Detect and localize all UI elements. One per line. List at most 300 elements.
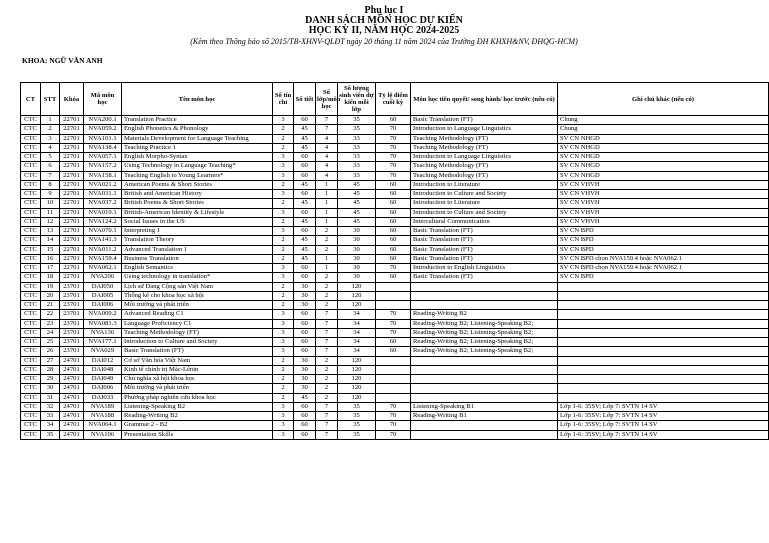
table-row — [21, 217, 769, 226]
cell-khoa: 23701 — [60, 282, 84, 291]
cell-ct: CTC — [21, 291, 41, 300]
cell-hours: 45 — [294, 199, 316, 208]
cell-students-per-class: 30 — [338, 236, 376, 245]
cell-khoa: 22701 — [60, 227, 84, 236]
cell-students-per-class: 30 — [338, 264, 376, 273]
cell-hours: 60 — [294, 273, 316, 282]
cell-stt: 14 — [41, 236, 60, 245]
table-row — [21, 319, 769, 328]
cell-stt: 35 — [41, 430, 60, 439]
cell-course-name: Kinh tế chính trị Mác-Lênin — [122, 365, 273, 374]
table-row — [21, 236, 769, 245]
cell-course-code: NVA177.1 — [84, 338, 122, 347]
cell-classes: 7 — [316, 421, 338, 430]
cell-note: SV CN NHGD — [558, 162, 769, 171]
cell-hours: 60 — [294, 412, 316, 421]
cell-stt: 20 — [41, 291, 60, 300]
cell-course-name: Grammar 2 - B2 — [122, 421, 273, 430]
cell-credits: 3 — [273, 171, 294, 180]
cell-ct: CTC — [21, 393, 41, 402]
cell-khoa: 22701 — [60, 254, 84, 263]
cell-prerequisite — [411, 301, 558, 310]
cell-classes: 2 — [316, 291, 338, 300]
cell-hours: 60 — [294, 310, 316, 319]
cell-prerequisite: Introduction to Culture and Society — [411, 190, 558, 199]
cell-hours: 60 — [294, 402, 316, 411]
cell-khoa: 24701 — [60, 375, 84, 384]
cell-classes: 1 — [316, 254, 338, 263]
cell-stt: 5 — [41, 153, 60, 162]
cell-ct: CTC — [21, 282, 41, 291]
cell-credits: 3 — [273, 319, 294, 328]
cell-note — [558, 347, 769, 356]
cell-ct: CTC — [21, 245, 41, 254]
cell-hours: 60 — [294, 319, 316, 328]
cell-ct: CTC — [21, 338, 41, 347]
cell-students-per-class: 35 — [338, 430, 376, 439]
cell-hours: 45 — [294, 134, 316, 143]
cell-course-code: DAI049 — [84, 375, 122, 384]
cell-note: SV CN BPD chọn NVA159.4 hoặc NVA062.1 — [558, 254, 769, 263]
cell-hours: 60 — [294, 116, 316, 125]
cell-credits: 2 — [273, 375, 294, 384]
table-row — [21, 310, 769, 319]
cell-credits: 3 — [273, 273, 294, 282]
cell-note — [558, 301, 769, 310]
cell-prerequisite — [411, 365, 558, 374]
cell-ct: CTC — [21, 402, 41, 411]
cell-khoa: 22701 — [60, 190, 84, 199]
department-label: KHOA: NGỮ VĂN ANH — [22, 56, 103, 65]
cell-khoa: 24701 — [60, 412, 84, 421]
cell-stt: 34 — [41, 421, 60, 430]
cell-course-code: NVA141.3 — [84, 236, 122, 245]
cell-note: Lớp 1-6: 35SV; Lớp 7: SVTN 14 SV — [558, 421, 769, 430]
cell-course-name: Listening-Speaking B2 — [122, 402, 273, 411]
cell-stt: 2 — [41, 125, 60, 134]
cell-hours: 60 — [294, 347, 316, 356]
table-row — [21, 402, 769, 411]
cell-classes: 2 — [316, 375, 338, 384]
cell-classes: 4 — [316, 134, 338, 143]
cell-hours: 60 — [294, 328, 316, 337]
cell-course-code: NVA037.2 — [84, 199, 122, 208]
cell-hours: 45 — [294, 393, 316, 402]
cell-stt: 31 — [41, 393, 60, 402]
cell-classes: 4 — [316, 153, 338, 162]
cell-prerequisite: Reading-Writing B2; Listening-Speaking B2; — [411, 319, 558, 328]
cell-students-per-class: 35 — [338, 421, 376, 430]
cell-note — [558, 356, 769, 365]
cell-ct: CTC — [21, 384, 41, 393]
cell-note — [558, 365, 769, 374]
cell-prerequisite: Basic Translation (FT) — [411, 236, 558, 245]
table-row — [21, 245, 769, 254]
cell-ct: CTC — [21, 301, 41, 310]
cell-khoa: 23701 — [60, 319, 84, 328]
cell-course-code: NVA057.1 — [84, 153, 122, 162]
cell-course-name: Teaching English to Young Learners* — [122, 171, 273, 180]
table-row — [21, 393, 769, 402]
cell-credits: 3 — [273, 421, 294, 430]
cell-prerequisite: Introduction to Culture and Society — [411, 208, 558, 217]
table-header-row — [21, 83, 769, 116]
cell-prerequisite: Basic Translation (FT) — [411, 273, 558, 282]
cell-course-code: NVA019.1 — [84, 208, 122, 217]
table-row — [21, 412, 769, 421]
cell-classes: 2 — [316, 393, 338, 402]
cell-credits: 3 — [273, 430, 294, 439]
table-row — [21, 125, 769, 134]
cell-classes: 1 — [316, 199, 338, 208]
column-header-hours: Số tiết — [294, 83, 316, 116]
cell-stt: 16 — [41, 254, 60, 263]
cell-course-name: Translation Practice — [122, 116, 273, 125]
cell-credits: 3 — [273, 153, 294, 162]
cell-students-per-class: 34 — [338, 347, 376, 356]
cell-note — [558, 375, 769, 384]
cell-final-ratio: 60 — [376, 116, 411, 125]
cell-classes: 2 — [316, 356, 338, 365]
cell-stt: 15 — [41, 245, 60, 254]
table-row — [21, 375, 769, 384]
cell-prerequisite: Listening-Speaking B1 — [411, 402, 558, 411]
table-row — [21, 338, 769, 347]
cell-students-per-class: 34 — [338, 338, 376, 347]
cell-final-ratio: 60 — [376, 236, 411, 245]
cell-classes: 2 — [316, 236, 338, 245]
cell-credits: 2 — [273, 236, 294, 245]
cell-stt: 4 — [41, 143, 60, 152]
cell-hours: 45 — [294, 125, 316, 134]
cell-credits: 3 — [273, 412, 294, 421]
cell-stt: 30 — [41, 384, 60, 393]
cell-prerequisite: Reading-Writing B2; Listening-Speaking B2; — [411, 347, 558, 356]
cell-khoa: 22701 — [60, 180, 84, 189]
cell-classes: 1 — [316, 180, 338, 189]
cell-course-name: Advanced Translation 1 — [122, 245, 273, 254]
cell-course-name: Phương pháp nghiên cứu khoa học — [122, 393, 273, 402]
cell-prerequisite — [411, 430, 558, 439]
cell-note: SV CN VHVH — [558, 217, 769, 226]
cell-classes: 2 — [316, 301, 338, 310]
cell-khoa: 24701 — [60, 365, 84, 374]
cell-students-per-class: 30 — [338, 227, 376, 236]
cell-classes: 2 — [316, 227, 338, 236]
cell-course-code: NVA188 — [84, 412, 122, 421]
cell-prerequisite: Introduction to Literature — [411, 180, 558, 189]
cell-final-ratio: 70 — [376, 402, 411, 411]
cell-stt: 19 — [41, 282, 60, 291]
cell-course-code: DAI012 — [84, 356, 122, 365]
cell-course-code: NVA062.1 — [84, 264, 122, 273]
cell-students-per-class: 34 — [338, 328, 376, 337]
cell-course-code: NVA159.4 — [84, 254, 122, 263]
cell-students-per-class: 45 — [338, 199, 376, 208]
cell-khoa: 23701 — [60, 301, 84, 310]
column-header-ct: CT — [21, 83, 41, 116]
cell-course-code: NVA124.2 — [84, 217, 122, 226]
cell-stt: 32 — [41, 402, 60, 411]
cell-khoa: 22701 — [60, 236, 84, 245]
cell-final-ratio: 60 — [376, 180, 411, 189]
cell-students-per-class: 120 — [338, 356, 376, 365]
cell-ct: CTC — [21, 171, 41, 180]
cell-note: SV CN BPD — [558, 227, 769, 236]
semester-title: HỌC KỲ II, NĂM HỌC 2024-2025 — [308, 25, 460, 36]
cell-course-name: Lịch sử Đảng Cộng sản Việt Nam — [122, 282, 273, 291]
cell-credits: 2 — [273, 199, 294, 208]
cell-hours: 45 — [294, 245, 316, 254]
cell-students-per-class: 35 — [338, 402, 376, 411]
cell-course-name: English Semantics — [122, 264, 273, 273]
cell-students-per-class: 30 — [338, 245, 376, 254]
cell-note: SV CN BPD — [558, 236, 769, 245]
cell-hours: 30 — [294, 365, 316, 374]
cell-final-ratio: 70 — [376, 162, 411, 171]
cell-note: SV CN NHGD — [558, 153, 769, 162]
column-header-students-per-class: Số lượng sinh viên dự kiến mỗi lớp — [338, 83, 376, 116]
document-subtitle: (Kèm theo Thông báo số 2015/TB-XHNV-QLĐT ngày 20 tháng 11 năm 2024 của Trường ĐH KHXH&NV, ĐHQG-HCM) — [190, 37, 578, 46]
cell-students-per-class: 120 — [338, 393, 376, 402]
cell-credits: 3 — [273, 347, 294, 356]
cell-stt: 21 — [41, 301, 60, 310]
cell-course-name: Using technology in translation* — [122, 273, 273, 282]
cell-note: Lớp 1-6: 35SV; Lớp 7: SVTN 14 SV — [558, 412, 769, 421]
cell-course-code: NVA021.2 — [84, 180, 122, 189]
cell-classes: 7 — [316, 412, 338, 421]
cell-khoa: 22701 — [60, 273, 84, 282]
cell-credits: 2 — [273, 384, 294, 393]
cell-final-ratio: 60 — [376, 190, 411, 199]
cell-note: SV CN NHGD — [558, 171, 769, 180]
cell-prerequisite: Reading-Writing B2; Listening-Speaking B2; — [411, 338, 558, 347]
column-header-classes: Số lớp/môn học — [316, 83, 338, 116]
cell-ct: CTC — [21, 375, 41, 384]
cell-course-code: NVA189 — [84, 402, 122, 411]
cell-final-ratio: 70 — [376, 430, 411, 439]
cell-students-per-class: 120 — [338, 291, 376, 300]
cell-final-ratio: 60 — [376, 338, 411, 347]
cell-hours: 60 — [294, 338, 316, 347]
cell-note: SV CN NHGD — [558, 134, 769, 143]
column-header-course-code: Mã môn học — [84, 83, 122, 116]
cell-students-per-class: 30 — [338, 254, 376, 263]
cell-final-ratio: 60 — [376, 254, 411, 263]
cell-course-name: Cơ sở Văn hóa Việt Nam — [122, 356, 273, 365]
cell-note: SV CN VHVH — [558, 190, 769, 199]
cell-final-ratio: 60 — [376, 227, 411, 236]
cell-khoa: 23701 — [60, 338, 84, 347]
cell-ct: CTC — [21, 264, 41, 273]
cell-students-per-class: 120 — [338, 384, 376, 393]
cell-hours: 30 — [294, 301, 316, 310]
cell-stt: 27 — [41, 356, 60, 365]
cell-course-code: NVA200.1 — [84, 116, 122, 125]
cell-note — [558, 393, 769, 402]
cell-ct: CTC — [21, 356, 41, 365]
cell-hours: 45 — [294, 217, 316, 226]
cell-credits: 2 — [273, 254, 294, 263]
cell-prerequisite — [411, 282, 558, 291]
cell-course-name: Introduction to Culture and Society — [122, 338, 273, 347]
cell-prerequisite: Teaching Methodology (FT) — [411, 143, 558, 152]
column-header-note: Ghi chú khác (nếu có) — [558, 83, 769, 116]
cell-credits: 3 — [273, 402, 294, 411]
cell-final-ratio: 70 — [376, 421, 411, 430]
course-table — [20, 82, 769, 440]
cell-credits: 2 — [273, 365, 294, 374]
cell-prerequisite: Basic Translation (FT) — [411, 245, 558, 254]
cell-course-name: British-American Identity & Lifestyle — [122, 208, 273, 217]
cell-final-ratio: 70 — [376, 310, 411, 319]
table-row — [21, 190, 769, 199]
cell-final-ratio: 60 — [376, 273, 411, 282]
cell-note: SV CN BPD — [558, 245, 769, 254]
cell-khoa: 22701 — [60, 217, 84, 226]
cell-ct: CTC — [21, 421, 41, 430]
cell-credits: 3 — [273, 310, 294, 319]
cell-khoa: 23701 — [60, 310, 84, 319]
cell-students-per-class: 45 — [338, 180, 376, 189]
cell-classes: 7 — [316, 310, 338, 319]
cell-prerequisite: Introduction to Language Linguistics — [411, 125, 558, 134]
cell-course-code: NVA031.1 — [84, 190, 122, 199]
cell-prerequisite: Intercultural Communication — [411, 217, 558, 226]
cell-note: Lớp 1-6: 35SV; Lớp 7: SVTN 14 SV — [558, 402, 769, 411]
cell-course-name: Materials Development for Language Teaching — [122, 134, 273, 143]
cell-course-code: DAI006 — [84, 384, 122, 393]
cell-course-name: Chủ nghĩa xã hội khoa học — [122, 375, 273, 384]
cell-course-name: English Phonetics & Phonology — [122, 125, 273, 134]
cell-classes: 7 — [316, 338, 338, 347]
cell-stt: 28 — [41, 365, 60, 374]
cell-khoa: 22701 — [60, 199, 84, 208]
cell-prerequisite — [411, 421, 558, 430]
cell-stt: 1 — [41, 116, 60, 125]
cell-students-per-class: 30 — [338, 273, 376, 282]
cell-ct: CTC — [21, 116, 41, 125]
cell-course-code: NVA157.2 — [84, 162, 122, 171]
cell-note — [558, 319, 769, 328]
cell-khoa: 22701 — [60, 245, 84, 254]
appendix-label: Phụ lục I — [364, 5, 404, 16]
cell-ct: CTC — [21, 227, 41, 236]
column-header-khoa: Khóa — [60, 83, 84, 116]
cell-khoa: 22701 — [60, 171, 84, 180]
cell-note — [558, 384, 769, 393]
cell-ct: CTC — [21, 153, 41, 162]
cell-classes: 2 — [316, 365, 338, 374]
table-row — [21, 199, 769, 208]
cell-khoa: 24701 — [60, 430, 84, 439]
cell-students-per-class: 33 — [338, 171, 376, 180]
cell-final-ratio: 70 — [376, 171, 411, 180]
cell-ct: CTC — [21, 217, 41, 226]
cell-khoa: 22701 — [60, 162, 84, 171]
cell-students-per-class: 34 — [338, 319, 376, 328]
cell-final-ratio — [376, 301, 411, 310]
cell-khoa: 22701 — [60, 153, 84, 162]
table-row — [21, 347, 769, 356]
cell-credits: 3 — [273, 328, 294, 337]
cell-stt: 10 — [41, 199, 60, 208]
cell-credits: 2 — [273, 301, 294, 310]
cell-course-code: DAI005 — [84, 291, 122, 300]
cell-credits: 3 — [273, 338, 294, 347]
table-row — [21, 208, 769, 217]
cell-credits: 2 — [273, 217, 294, 226]
cell-students-per-class: 35 — [338, 125, 376, 134]
cell-course-code: NVA081.3 — [84, 319, 122, 328]
cell-stt: 29 — [41, 375, 60, 384]
cell-course-code: DAI033 — [84, 393, 122, 402]
cell-students-per-class: 33 — [338, 153, 376, 162]
cell-final-ratio: 70 — [376, 328, 411, 337]
cell-course-code: DAI048 — [84, 365, 122, 374]
cell-classes: 1 — [316, 190, 338, 199]
cell-prerequisite: Teaching Methodology (FT) — [411, 162, 558, 171]
cell-note — [558, 338, 769, 347]
cell-note: SV CN VHVH — [558, 208, 769, 217]
cell-course-name: Language Proficiency C1 — [122, 319, 273, 328]
cell-classes: 1 — [316, 208, 338, 217]
cell-students-per-class: 33 — [338, 162, 376, 171]
cell-note: SV CN BPD chọn NVA159.4 hoặc NVA062.1 — [558, 264, 769, 273]
cell-credits: 3 — [273, 162, 294, 171]
cell-classes: 1 — [316, 217, 338, 226]
cell-classes: 7 — [316, 328, 338, 337]
cell-credits: 3 — [273, 116, 294, 125]
cell-hours: 60 — [294, 162, 316, 171]
cell-note — [558, 291, 769, 300]
cell-ct: CTC — [21, 134, 41, 143]
cell-course-code: NVA138.4 — [84, 143, 122, 152]
cell-credits: 3 — [273, 208, 294, 217]
cell-course-name: Basic Translation (FT) — [122, 347, 273, 356]
cell-course-name: English Morpho-Syntax — [122, 153, 273, 162]
cell-ct: CTC — [21, 310, 41, 319]
cell-khoa: 22701 — [60, 143, 84, 152]
cell-ct: CTC — [21, 365, 41, 374]
cell-course-code: NVA009.2 — [84, 310, 122, 319]
cell-course-code: NVA029 — [84, 347, 122, 356]
cell-course-code: DAI006 — [84, 301, 122, 310]
cell-final-ratio — [376, 384, 411, 393]
column-header-stt: STT — [41, 83, 60, 116]
cell-credits: 3 — [273, 264, 294, 273]
cell-note: Chung — [558, 125, 769, 134]
cell-prerequisite: Reading-Writing B1 — [411, 412, 558, 421]
table-row — [21, 365, 769, 374]
cell-final-ratio — [376, 282, 411, 291]
cell-credits: 3 — [273, 227, 294, 236]
cell-stt: 25 — [41, 338, 60, 347]
table-row — [21, 116, 769, 125]
cell-credits: 2 — [273, 180, 294, 189]
cell-students-per-class: 33 — [338, 134, 376, 143]
cell-credits: 2 — [273, 134, 294, 143]
cell-credits: 2 — [273, 125, 294, 134]
cell-ct: CTC — [21, 236, 41, 245]
table-row — [21, 153, 769, 162]
cell-course-name: Social Issues in the US — [122, 217, 273, 226]
cell-students-per-class: 45 — [338, 217, 376, 226]
cell-final-ratio: 60 — [376, 347, 411, 356]
cell-khoa: 24701 — [60, 402, 84, 411]
cell-khoa: 24701 — [60, 421, 84, 430]
cell-course-code: NVA106 — [84, 430, 122, 439]
